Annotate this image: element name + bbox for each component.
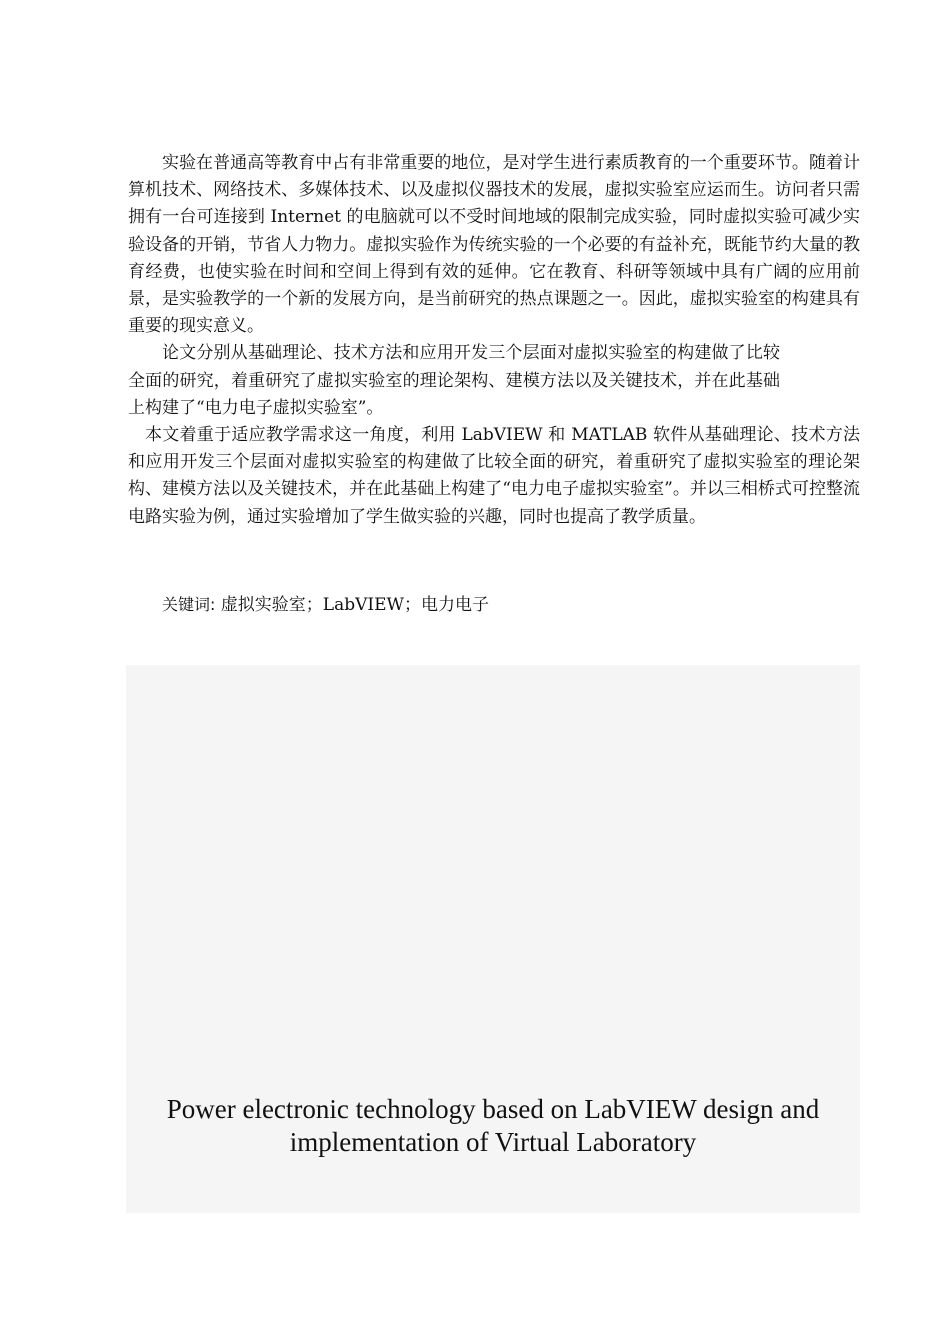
- abstract-paragraph-3: 本文着重于适应教学需求这一角度，利用 LabVIEW 和 MATLAB 软件从基础理论、技术方法和应用开发三个层面对虚拟实验室的构建做了比较全面的研究，着重研究了虚拟实验室的理论架构、建模方法以及关键技术，并在此基础上构建了“电力电子虚拟实验室”。并以三相桥式可控整流电路实验为例，通过实验增加了学生做实验的兴趣，同时也提高了教学质量。: [128, 425, 860, 527]
- abstract-paragraph-1: 实验在普通高等教育中占有非常重要的地位，是对学生进行素质教育的一个重要环节。随着计算机技术、网络技术、多媒体技术、以及虚拟仪器技术的发展，虚拟实验室应运而生。访问者只需拥有一台可连接到 Internet 的电脑就可以不受时间地域的限制完成实验，同时虚拟实验可减少实验设备的开销，节省人力物力。虚拟实验作为传统实验的一个必要的有益补充，既能节约大量的教育经费，也使实验在时间和空间上得到有效的延伸。它在教育、科研等领域中具有广阔的应用前景，是实验教学的一个新的发展方向，是当前研究的热点课题之一。因此，虚拟实验室的构建具有重要的现实意义。: [128, 153, 860, 337]
- keywords-separator: :: [210, 595, 216, 614]
- keywords-label: 关键词: [162, 595, 211, 614]
- keywords-value: 虚拟实验室；LabVIEW；电力电子: [220, 595, 489, 615]
- english-title-line-2: implementation of Virtual Laboratory: [289, 1127, 697, 1157]
- english-title: [126, 1093, 860, 1159]
- keywords-line: [162, 592, 489, 618]
- english-title-line-1: Power electronic technology based on LabVIEW design and: [166, 1094, 820, 1124]
- abstract-paragraph-2: 论文分别从基础理论、技术方法和应用开发三个层面对虚拟实验室的构建做了比较全面的研究，着重研究了虚拟实验室的理论架构、建模方法以及关键技术，并在此基础上构建了“电力电子虚拟实验室”。: [128, 343, 780, 418]
- english-title-panel: [126, 665, 860, 1213]
- chinese-abstract: [128, 150, 860, 531]
